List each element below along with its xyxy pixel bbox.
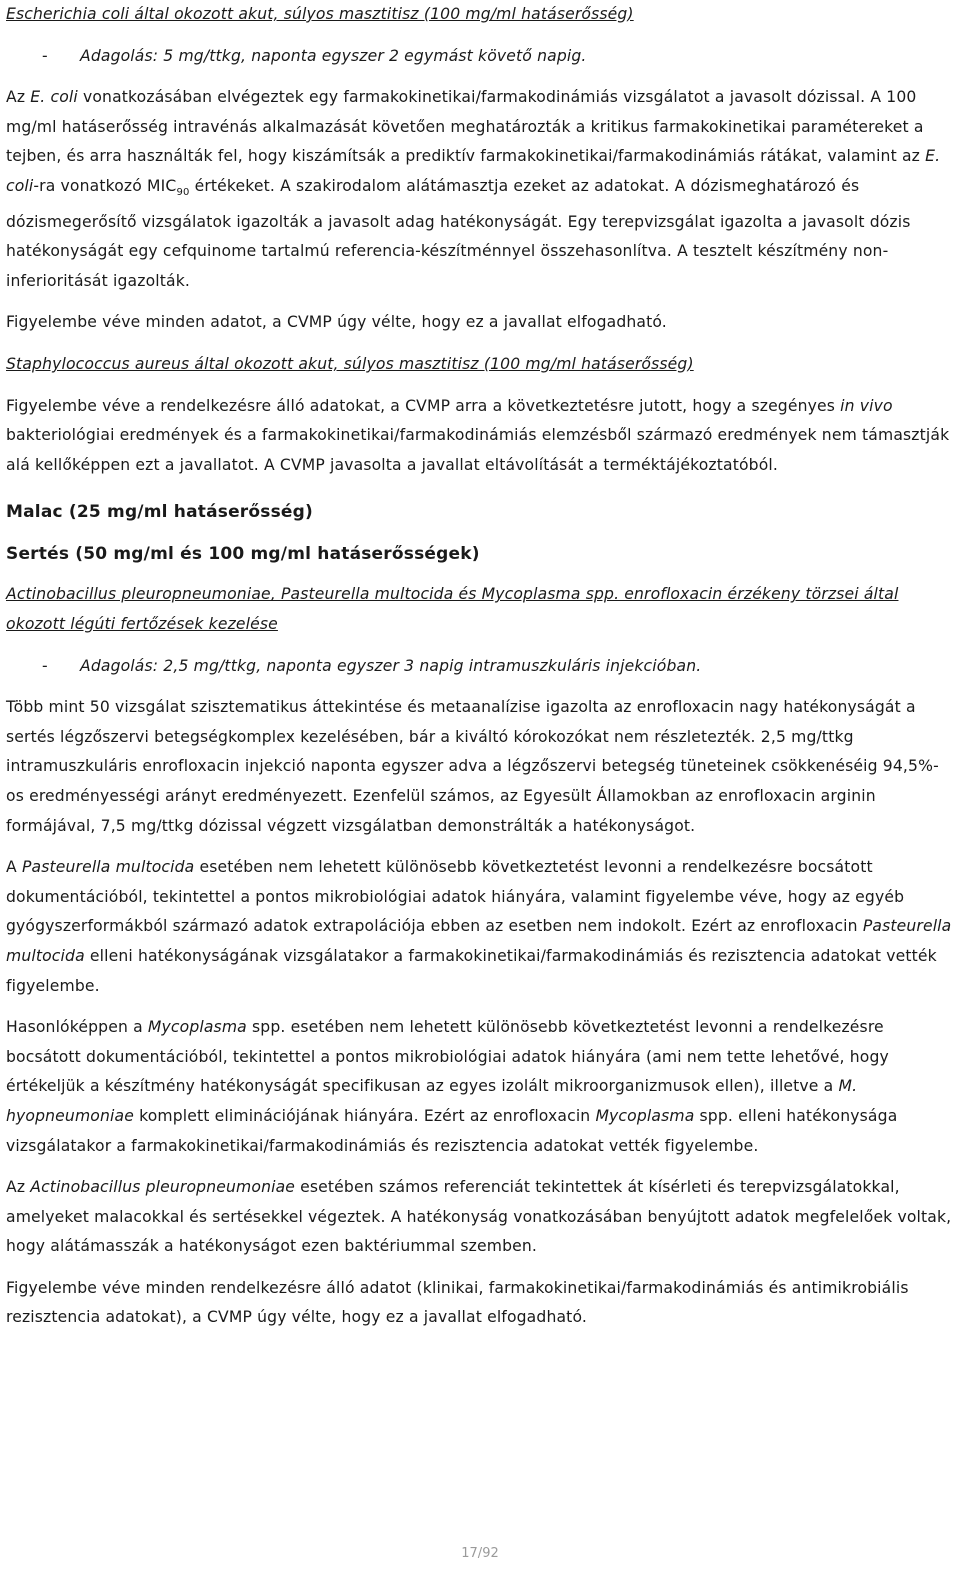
ecoli-dosage: - Adagolás: 5 mg/ttkg, naponta egyszer 2 egymást követő napig. [6, 42, 956, 72]
document-page [6, 0, 956, 1333]
pig-paragraph-1: Több mint 50 vizsgálat szisztematikus áttekintése és metaanalízise igazolta az enrofloxacin nagy hatékonyságát a sertés légzőszervi betegségkomplex kezelésében, bár a kiváltó kórokozókat nem részletezték. 2,5 mg/ttkg intramuszkuláris enrofloxacin injekció naponta egyszer adva a légzőszervi betegség tüneteinek csökkenéséig 94,5%-os eredményességi arányt eredményezett. Ezenfelül számos, az Egyesült Államokban az enrofloxacin arginin formájával, 7,5 mg/ttkg dózissal végzett vizsgálatban demonstrálták a hatékonyságot. [6, 698, 939, 835]
pig-conclusion: Figyelembe véve minden rendelkezésre álló adatot (klinikai, farmakokinetikai/farmakodinámiás és antimikrobiális rezisztencia adatokat), a CVMP úgy vélte, hogy ez a javallat elfogadható. [6, 1278, 909, 1327]
page-number: 17/92 [461, 1546, 499, 1561]
pig-heading-piglet: Malac (25 mg/ml hatáserősség) [6, 502, 313, 523]
pig-heading-swine: Sertés (50 mg/ml és 100 mg/ml hatáserősségek) [6, 544, 480, 565]
staph-paragraph: Figyelembe véve a rendelkezésre álló adatokat, a CVMP arra a következtetésre jutott, hogy a szegényes in vivo bakteriológiai eredmények és a farmakokinetikai/farmakodinámiás elemzésből származó eredmények nem támasztják alá kellőképpen ezt a javallatot. A CVMP javasolta a javallat eltávolítását a terméktájékoztatóból. [6, 396, 950, 474]
pig-dosage: - Adagolás: 2,5 mg/ttkg, naponta egyszer 3 napig intramuszkuláris injekcióban. [6, 652, 956, 682]
ecoli-heading: Escherichia coli által okozott akut, súlyos masztitisz (100 mg/ml hatáserősség) [6, 5, 634, 23]
staph-heading: Staphylococcus aureus által okozott akut, súlyos masztitisz (100 mg/ml hatáserősség) [6, 355, 694, 374]
pig-paragraph-4: Az Actinobacillus pleuropneumoniae esetében számos referenciát tekintettek át kísérleti és terepvizsgálatokkal, amelyeket malacokkal és sertésekkel végeztek. A hatékonyság vonatkozásában benyújtott adatok megfelelőek voltak, hogy alátámasszák a hatékonyságot ezen baktériummal szemben. [6, 1178, 952, 1256]
pig-paragraph-3: Hasonlóképpen a Mycoplasma spp. esetében nem lehetett különösebb következtetést levonni a rendelkezésre bocsátott dokumentációból, tekintettel a pontos mikrobiológiai adatok hiányára (ami nem tette lehetővé, hogy értékeljük a készítmény hatékonyságát specifikusan az egyes izolált mikroorganizmusok ellen), illetve a M. hyopneumoniae komplett eliminációjának hiányára. Ezért az enrofloxacin Mycoplasma spp. elleni hatékonysága vizsgálatakor a farmakokinetikai/farmakodinámiás és rezisztencia adatokat vették figyelembe. [6, 1018, 898, 1155]
pig-paragraph-2: A Pasteurella multocida esetében nem lehetett különösebb következtetést levonni a rendelkezésre bocsátott dokumentációból, tekintettel a pontos mikrobiológiai adatok hiányára, valamint figyelembe véve, hogy az egyéb gyógyszerformákból származó adatok extrapolációja ebben az esetben nem indokolt. Ezért az enrofloxacin Pasteurella multocida elleni hatékonyságának vizsgálatakor a farmakokinetikai/farmakodinámiás és rezisztencia adatokat vették figyelembe. [6, 858, 952, 995]
ecoli-conclusion: Figyelembe véve minden adatot, a CVMP úgy vélte, hogy ez a javallat elfogadható. [6, 313, 667, 332]
ecoli-paragraph: Az E. coli vonatkozásában elvégeztek egy farmakokinetikai/farmakodinámiás vizsgálatot a javasolt dózissal. A 100 mg/ml hatáserősség intravénás alkalmazását követően meghatározták a kritikus farmakokinetikai paramétereket a tejben, és arra használták fel, hogy kiszámítsák a prediktív farmakokinetikai/farmakodinámiás rátákat, valamint az E. coli-ra vonatkozó $MIC_{90}$ értékeket. A szakirodalom alátámasztja ezeket az adatokat. A dózismeghatározó és dózismegerősítő vizsgálatok igazolták a javasolt adag hatékonyságát. Egy terepvizsgálat igazolta a javasolt dózis hatékonyságát egy cefquinome tartalmú referencia-készítménnyel összehasonlítva. A tesztelt készítmény non-inferioritását igazolták. [6, 88, 941, 290]
pig-sub-heading: Actinobacillus pleuropneumoniae, Pasteurella multocida és Mycoplasma spp. enrofloxacin érzékeny törzsei által okozott légúti fertőzések kezelése [6, 585, 899, 634]
